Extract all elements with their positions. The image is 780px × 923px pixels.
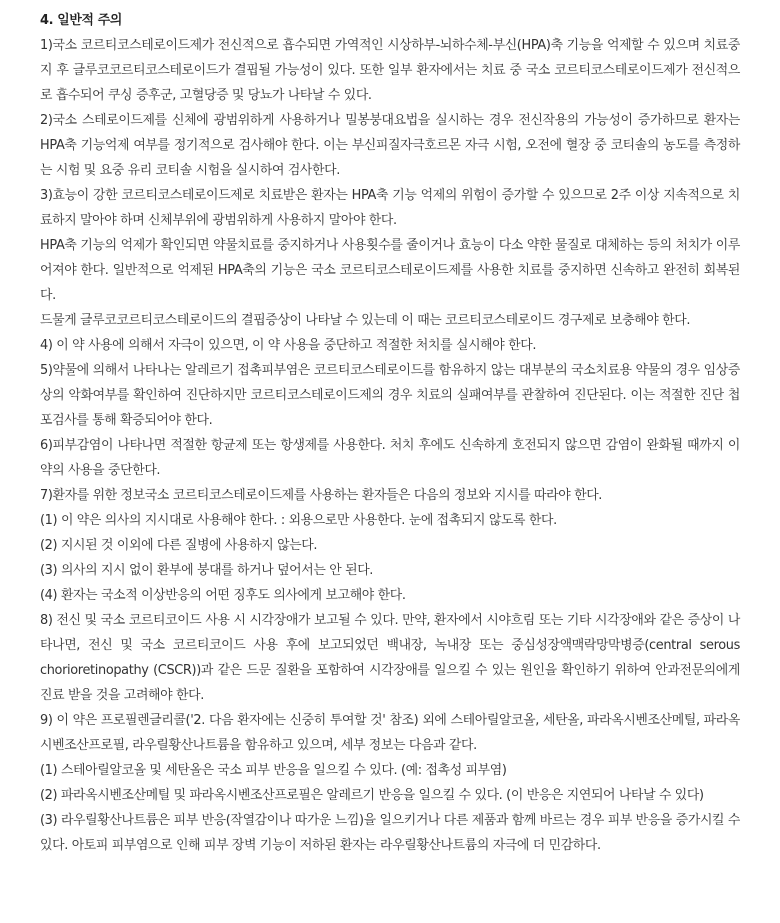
- paragraph-7-item-1: (1) 이 약은 의사의 지시대로 사용해야 한다. : 외용으로만 사용한다. 눈에 접촉되지 않도록 한다.: [40, 513, 557, 528]
- paragraph-3-hpa-suppression: HPA축 기능의 억제가 확인되면 약물치료를 중지하거나 사용횟수를 줄이거나 효능이 다소 약한 물질로 대체하는 등의 처치가 이루어져야 한다. 일반적으로 억제된 HPA축의 기능은 국소 코르티코스테로이드제를 사용한 치료를 중지하면 신속하고 완전히 회복된다.: [40, 238, 740, 303]
- paragraph-8: 8) 전신 및 국소 코르티코이드 사용 시 시각장애가 보고될 수 있다. 만약, 환자에서 시야흐림 또는 기타 시각장애와 같은 증상이 나타나면, 전신 및 국소 코르티코이드 사용 후에 보고되었던 백내장, 녹내장 또는 중심성장액맥락망막병증(central serous chorioretinopathy (CSCR))과 같은 드문 질환을 포함하여 시각장애를 일으킬 수 있는 원인을 확인하기 위하여 안과전문의에게 진료 받을 것을 고려해야 한다.: [40, 613, 740, 703]
- paragraph-3: 3)효능이 강한 코르티코스테로이드제로 치료받은 환자는 HPA축 기능 억제의 위험이 증가할 수 있으므로 2주 이상 지속적으로 치료하지 말아야 하며 신체부위에 광범위하게 사용하지 말아야 한다.: [40, 188, 740, 228]
- paragraph-2: 2)국소 스테로이드제를 신체에 광범위하게 사용하거나 밀봉붕대요법을 실시하는 경우 전신작용의 가능성이 증가하므로 환자는 HPA축 기능억제 여부를 정기적으로 검사해야 한다. 이는 부신피질자극호르몬 자극 시험, 오전에 혈장 중 코티솔의 농도를 측정하는 시험 및 요중 유리 코티솔 시험을 실시하여 검사한다.: [40, 113, 740, 178]
- paragraph-6: 6)피부감염이 나타나면 적절한 항균제 또는 항생제를 사용한다. 처치 후에도 신속하게 호전되지 않으면 감염이 완화될 때까지 이 약의 사용을 중단한다.: [40, 438, 740, 478]
- paragraph-3-deficiency: 드물게 글루코코르티코스테로이드의 결핍증상이 나타날 수 있는데 이 때는 코르티코스테로이드 경구제로 보충해야 한다.: [40, 313, 691, 328]
- paragraph-9-item-1: (1) 스테아릴알코올 및 세탄올은 국소 피부 반응을 일으킬 수 있다. (예: 접촉성 피부염): [40, 763, 507, 778]
- section-title: 4. 일반적 주의: [40, 13, 122, 28]
- paragraph-4: 4) 이 약 사용에 의해서 자극이 있으면, 이 약 사용을 중단하고 적절한 처치를 실시해야 한다.: [40, 338, 537, 353]
- paragraph-9: 9) 이 약은 프로필렌글리콜('2. 다음 환자에는 신중히 투여할 것' 참조) 외에 스테아릴알코올, 세탄올, 파라옥시벤조산메틸, 파라옥시벤조산프로필, 라우릴황산나트륨을 함유하고 있으며, 세부 정보는 다음과 같다.: [40, 713, 740, 753]
- paragraph-7-item-2: (2) 지시된 것 이외에 다른 질병에 사용하지 않는다.: [40, 538, 318, 553]
- paragraph-9-item-2: (2) 파라옥시벤조산메틸 및 파라옥시벤조산프로필은 알레르기 반응을 일으킬 수 있다. (이 반응은 지연되어 나타날 수 있다): [40, 788, 704, 803]
- paragraph-7: 7)환자를 위한 정보국소 코르티코스테로이드제를 사용하는 환자들은 다음의 정보와 지시를 따라야 한다.: [40, 488, 603, 503]
- paragraph-9-item-3: (3) 라우릴황산나트륨은 피부 반응(작열감이나 따가운 느낌)을 일으키거나 다른 제품과 함께 바르는 경우 피부 반응을 증가시킬 수 있다. 아토피 피부염으로 인해 피부 장벽 기능이 저하된 환자는 라우릴황산나트륨의 자극에 더 민감하다.: [40, 813, 740, 853]
- paragraph-5: 5)약물에 의해서 나타나는 알레르기 접촉피부염은 코르티코스테로이드를 함유하지 않는 대부분의 국소치료용 약물의 경우 임상증상의 악화여부를 확인하여 진단하지만 코르티코스테로이드제의 경우 치료의 실패여부를 관찰하여 진단된다. 이는 적절한 진단 첩포검사를 통해 확증되어야 한다.: [40, 363, 740, 428]
- paragraph-7-item-4: (4) 환자는 국소적 이상반응의 어떤 징후도 의사에게 보고해야 한다.: [40, 588, 406, 603]
- paragraph-7-item-3: (3) 의사의 지시 없이 환부에 붕대를 하거나 덮어서는 안 된다.: [40, 563, 374, 578]
- paragraph-1: 1)국소 코르티코스테로이드제가 전신적으로 흡수되면 가역적인 시상하부-뇌하수체-부신(HPA)축 기능을 억제할 수 있으며 치료중지 후 글루코코르티코스테로이드가 결핍될 가능성이 있다. 또한 일부 환자에서는 치료 중 국소 코르티코스테로이드제가 전신적으로 흡수되어 쿠싱 증후군, 고혈당증 및 당뇨가 나타날 수 있다.: [40, 38, 740, 103]
